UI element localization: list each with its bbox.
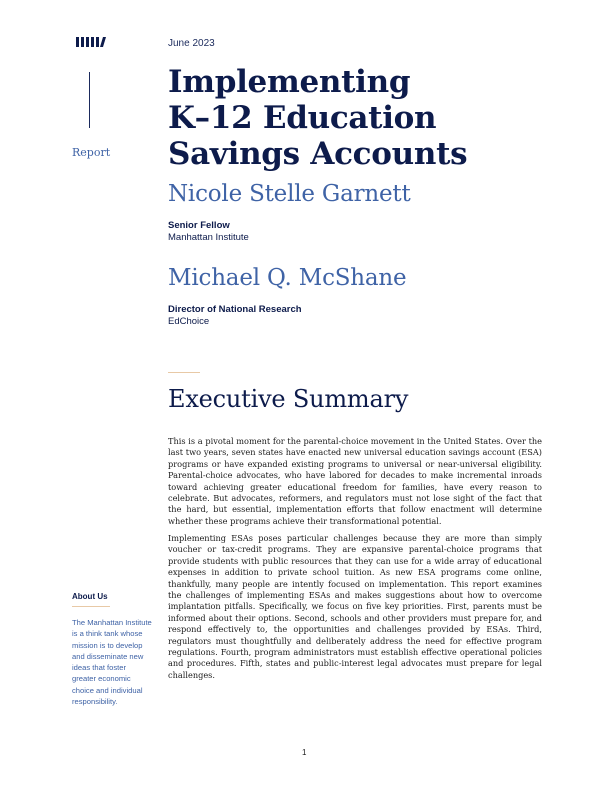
page-number: 1 [302, 748, 307, 757]
about-us-heading: About Us [72, 592, 108, 601]
manhattan-institute-logo-icon [76, 37, 106, 47]
summary-paragraph: Implementing ESAs poses particular challenges because they are more than simply voucher or tax-credit programs. They are expansive parental-choice programs that provide students with public resources that they can use for a wide array of educational expenses in addition to private school tuition. As new ESA programs come online, thankfully, many people are intently focused on implementation. This report examines the challenges of implementing ESAs and makes suggestions about how to overcome implantation pitfalls. Specifically, we focus on five key priorities. First, parents must be informed about their options. Second, schools and other providers must prepare for, and respond effectively to, the opportunities and challenges provided by ESAs. Third, regulators must thoughtfully and deliberately address the need for effective program regulations. Fourth, program administrators must establish effective operational policies and procedures. Fifth, states and public-interest legal advocates must prepare for legal challenges. [168, 533, 542, 680]
author-name: Michael Q. McShane [168, 265, 407, 291]
publication-date: June 2023 [168, 38, 215, 49]
title-line-2: K–12 Education [168, 100, 437, 136]
accent-rule [168, 372, 200, 373]
title-line-1: Implementing [168, 64, 411, 100]
about-us-text: The Manhattan Institute is a think tank whose mission is to develop and disseminate new ideas that foster greater economic choice and individual responsibility. [72, 618, 152, 707]
title-line-3: Savings Accounts [168, 136, 468, 172]
author-role: Senior Fellow [168, 220, 230, 231]
executive-summary-heading: Executive Summary [168, 385, 409, 413]
header-divider [89, 72, 90, 128]
report-title [168, 64, 467, 172]
section-label: Report [72, 146, 111, 159]
summary-paragraph: This is a pivotal moment for the parental-choice movement in the United States. Over the last two years, seven states have enacted new universal education savings account (ESA) programs or have expanded existing programs to universal or near-universal eligibility. Parental-choice advocates, who have labored for decades to make incremental inroads toward achieving greater educational freedom for families, have every reason to celebrate. But advocates, reformers, and regulators must not lose sight of the fact that the hard, but essential, implementation efforts that follow enactment will determine whether these programs achieve their transformational potential. [168, 436, 542, 526]
author-name: Nicole Stelle Garnett [168, 181, 411, 207]
about-divider [72, 606, 110, 607]
author-role: Director of National Research [168, 304, 302, 315]
author-organization: EdChoice [168, 316, 210, 327]
author-organization: Manhattan Institute [168, 232, 249, 243]
